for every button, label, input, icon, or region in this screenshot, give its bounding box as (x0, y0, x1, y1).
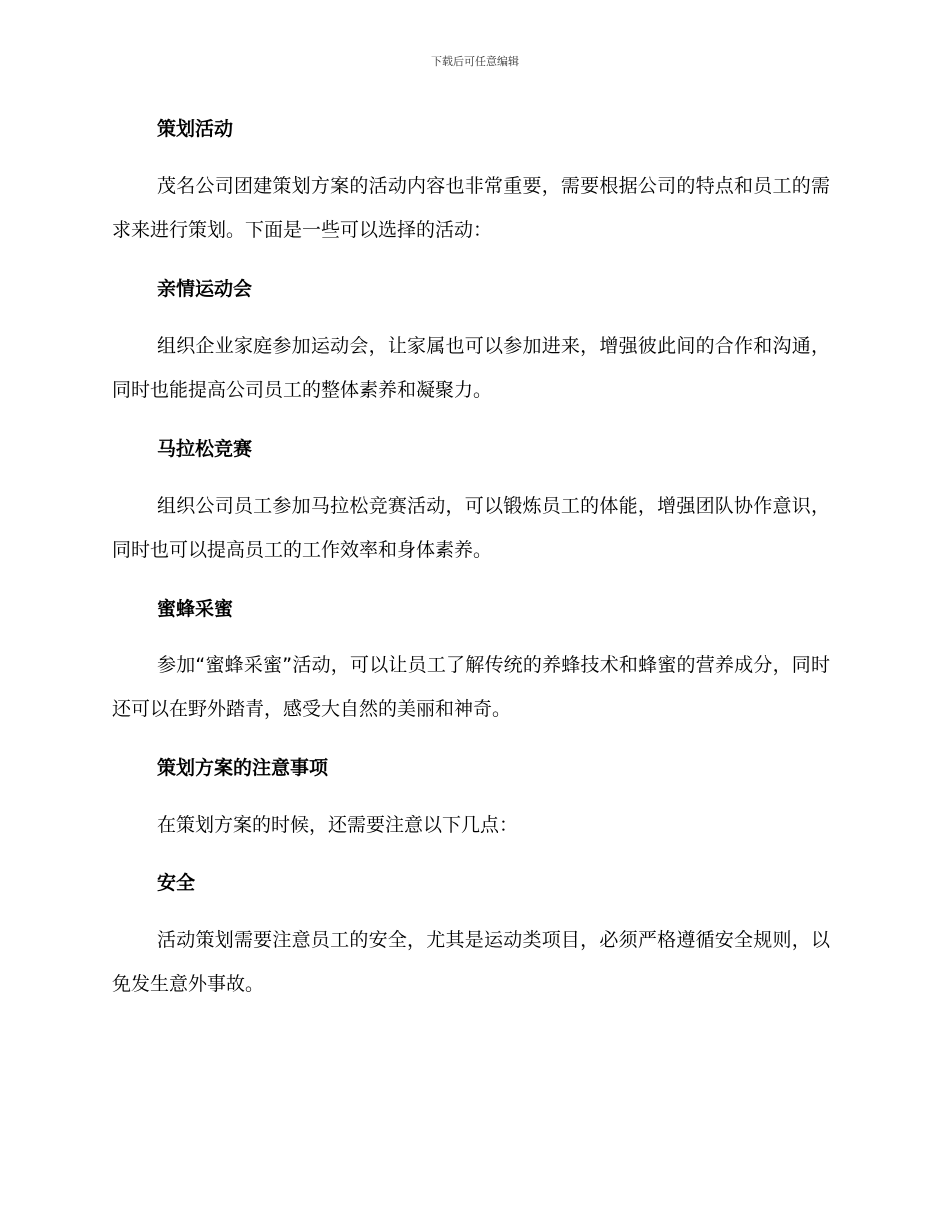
section-heading: 安全 (157, 872, 196, 894)
section-paragraph: 参加“蜜蜂采蜜”活动，可以让员工了解传统的养蜂技术和蜂蜜的营养成分，同时还可以在野外踏青，感受大自然的美丽和神奇。 (112, 654, 830, 720)
section-paragraph: 组织企业家庭参加运动会，让家属也可以参加进来，增强彼此间的合作和沟通，同时也能提高公司员工的整体素养和凝聚力。 (112, 335, 830, 401)
section-paragraph: 茂名公司团建策划方案的活动内容也非常重要，需要根据公司的特点和员工的需求来进行策划。下面是一些可以选择的活动： (112, 175, 830, 241)
section-heading: 策划方案的注意事项 (157, 757, 329, 779)
section-paragraph: 组织公司员工参加马拉松竞赛活动，可以锻炼员工的体能，增强团队协作意识，同时也可以提高员工的工作效率和身体素养。 (112, 495, 830, 561)
page-header: 下载后可任意编辑 (431, 55, 519, 68)
section-heading: 蜜蜂采蜜 (157, 598, 234, 620)
section-heading: 亲情运动会 (157, 278, 253, 300)
section-heading: 策划活动 (157, 118, 234, 140)
section-paragraph: 在策划方案的时候，还需要注意以下几点： (157, 814, 519, 836)
section-paragraph: 活动策划需要注意员工的安全，尤其是运动类项目，必须严格遵循安全规则，以免发生意外事故。 (112, 929, 830, 995)
section-heading: 马拉松竞赛 (157, 438, 253, 460)
